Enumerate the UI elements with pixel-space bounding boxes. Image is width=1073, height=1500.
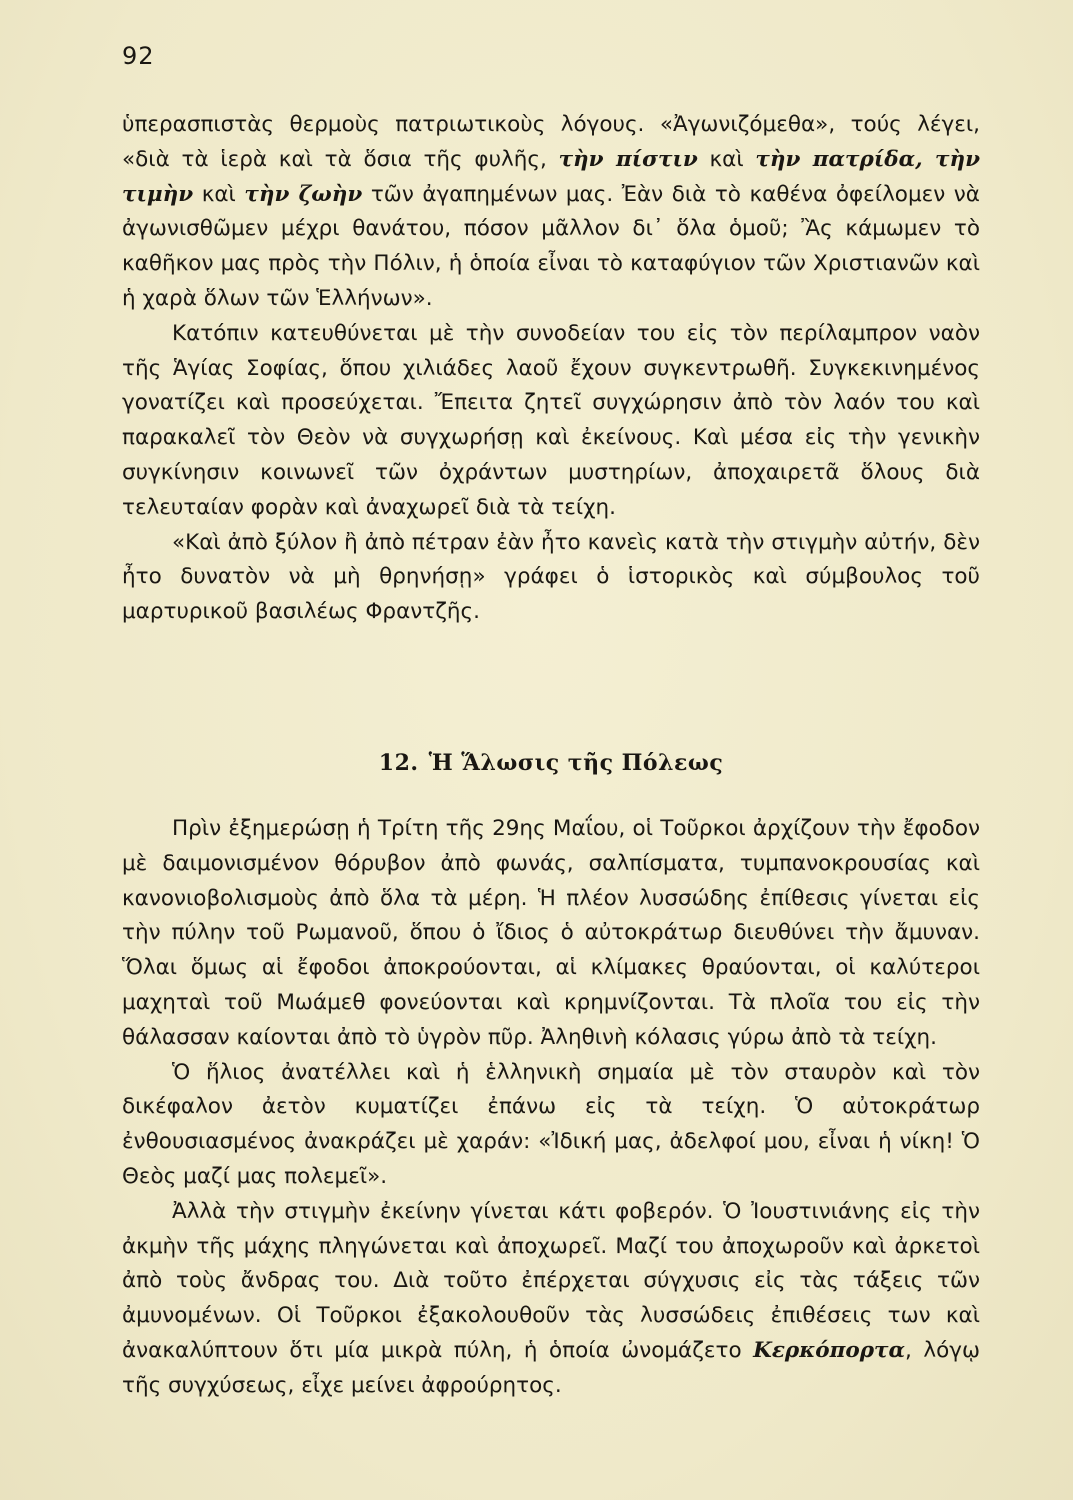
text-block-bottom (122, 812, 980, 1404)
paragraph: Ὁ ἥλιος ἀνατέλλει καὶ ἡ ἑλληνικὴ σημαία μὲ τὸν σταυρὸν καὶ τὸν δικέφαλον ἀετὸν κυματίζει ἐπάνω εἰς τὰ τείχη. Ὁ αὐτοκράτωρ ἐνθουσιασμένος ἀνακράζει μὲ χαράν: «Ἰδική μας, ἀδελφοί μου, εἶναι ἡ νίκη! Ὁ Θεὸς μαζί μας πολεμεῖ». (122, 1059, 980, 1189)
section-title: Ἡ Ἅλωσις τῆς Πόλεως (428, 750, 724, 776)
text-run: τῶν ἀγαπημένων μας. Ἐὰν διὰ τὸ καθένα ὀφείλομεν νὰ ἀγωνισθῶμεν μέχρι θανάτου, πόσον μᾶλλον δι᾿ ὅλα ὁμοῦ; Ἂς κάμωμεν τὸ καθῆκον μας πρὸς τὴν Πόλιν, ἡ ὁποία εἶναι τὸ καταφύγιον τῶν Χριστιανῶν καὶ ἡ χαρὰ ὅλων τῶν Ἑλλήνων». (122, 181, 980, 311)
paragraph: «Καὶ ἀπὸ ξύλον ἢ ἀπὸ πέτραν ἐὰν ἦτο κανεὶς κατὰ τὴν στιγμὴν αὐτήν, δὲν ἦτο δυνατὸν νὰ μὴ θρηνήσῃ» γράφει ὁ ἱστορικὸς καὶ σύμβουλος τοῦ μαρτυρικοῦ βασιλέως Φραντζῆς. (122, 529, 980, 625)
paragraph: Πρὶν ἐξημερώσῃ ἡ Τρίτη τῆς 29ης Μαΐου, οἱ Τοῦρκοι ἀρχίζουν τὴν ἔφοδον μὲ δαιμονισμένον θόρυβον ἀπὸ φωνάς, σαλπίσματα, τυμπανοκρουσίας καὶ κανονιοβολισμοὺς ἀπὸ ὅλα τὰ μέρη. Ἡ πλέον λυσσώδης ἐπίθεσις γίνεται εἰς τὴν πύλην τοῦ Ρωμανοῦ, ὅπου ὁ ἴδιος ὁ αὐτοκράτωρ διευθύνει τὴν ἄμυναν. Ὅλαι ὅμως αἱ ἔφοδοι ἀποκρούονται, αἱ κλίμακες θραύονται, οἱ καλύτεροι μαχηταὶ τοῦ Μωάμεθ φονεύονται καὶ κρημνίζονται. Τὰ πλοῖα του εἰς τὴν θάλασσαν καίονται ἀπὸ τὸ ὑγρὸν πῦρ. Ἀληθινὴ κόλασις γύρω ἀπὸ τὰ τείχη. (122, 816, 980, 1050)
emphasis-text: τὴν πίστιν (558, 146, 698, 172)
section-number: 12. (378, 750, 419, 776)
text-run: ὑπερασπιστὰς θερμοὺς πατριωτικοὺς λόγους. «Ἀγωνιζόμεθα», τούς λέγει, «διὰ τὰ ἱερὰ καὶ τὰ ὅσια τῆς φυλῆς, (122, 112, 980, 172)
paragraph (122, 108, 980, 317)
text-run: καὶ (193, 181, 245, 207)
emphasis-text: τὴν ζωὴν (244, 181, 363, 207)
text-run: Ἀλλὰ τὴν στιγμὴν ἐκείνην γίνεται κάτι φοβερόν. Ὁ Ἰουστινιάνης εἰς τὴν ἀκμὴν τῆς μάχης πληγώνεται καὶ ἀποχωρεῖ. Μαζί του ἀποχωροῦν καὶ ἀρκετοὶ ἀπὸ τοὺς ἄνδρας του. Διὰ τοῦτο ἐπέρχεται σύγχυσις εἰς τὰς τάξεις τῶν ἀμυνομένων. Οἱ Τοῦρκοι ἐξακολουθοῦν τὰς λυσσώδεις ἐπιθέσεις των καὶ ἀνακαλύπτουν ὅτι μία μικρὰ πύλη, ἡ ὁποία ὠνομάζετο (122, 1198, 980, 1363)
section-heading (122, 750, 980, 776)
paragraph: Κατόπιν κατευθύνεται μὲ τὴν συνοδείαν του εἰς τὸν περίλαμπρον ναὸν τῆς Ἁγίας Σοφίας, ὅπου χιλιάδες λαοῦ ἔχουν συγκεντρωθῆ. Συγκεκινημένος γονατίζει καὶ προσεύχεται. Ἔπειτα ζητεῖ συγχώρησιν ἀπὸ τὸν λαόν του καὶ παρακαλεῖ τὸν Θεὸν νὰ συγχωρήσῃ καὶ ἐκείνους. Καὶ μέσα εἰς τὴν γενικὴν συγκίνησιν κοινωνεῖ τῶν ὀχράντων μυστηρίων, ἀποχαιρετᾶ ὅλους διὰ τελευταίαν φορὰν καὶ ἀναχωρεῖ διὰ τὰ τείχη. (122, 320, 980, 520)
paragraph (122, 1195, 980, 1404)
text-block-top (122, 108, 980, 630)
text-run: , λόγῳ τῆς συγχύσεως, εἶχε μείνει ἀφρούρητος. (122, 1337, 980, 1398)
emphasis-text: τὴν πατρίδα, τὴν τιμὴν (122, 146, 981, 207)
emphasis-text: Κερκόπορτα (753, 1337, 906, 1363)
text-run: καὶ (697, 146, 756, 172)
page-number: 92 (122, 42, 155, 70)
